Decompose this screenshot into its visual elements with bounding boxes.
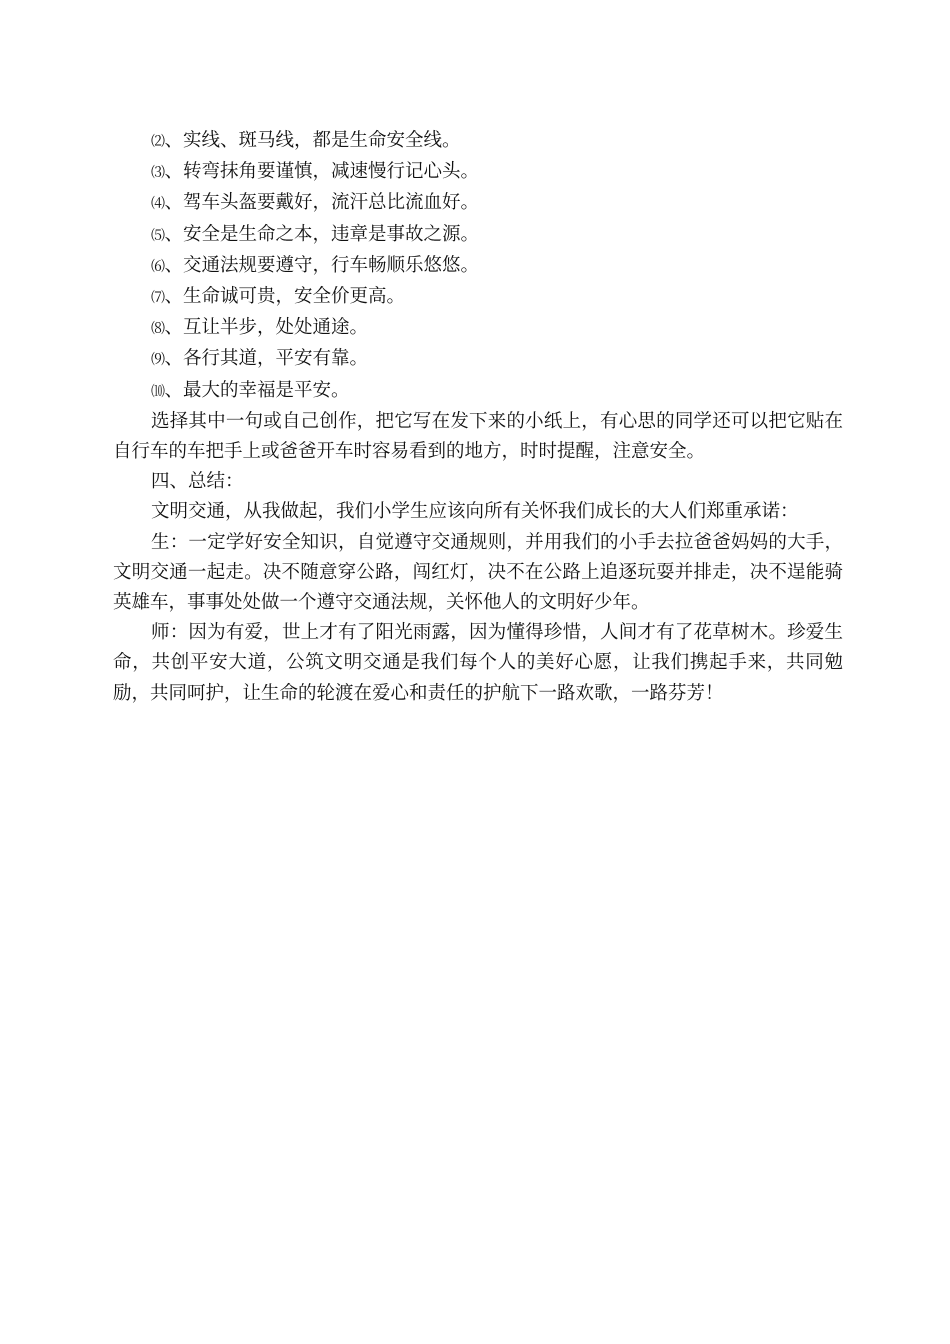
slogan-item-7	[113, 282, 843, 313]
slogan-item-9	[113, 344, 843, 375]
item-text: 、驾车头盔要戴好，流汗总比流血好。	[164, 192, 480, 214]
slogan-item-2	[113, 126, 843, 157]
slogan-item-6	[113, 251, 843, 282]
item-text: 、互让半步，处处通途。	[164, 317, 369, 339]
document-body	[113, 126, 843, 709]
item-text: 、各行其道，平安有靠。	[164, 348, 369, 370]
item-text: 、最大的幸福是平安。	[164, 379, 350, 401]
paragraph-promise-intro: 文明交通，从我做起，我们小学生应该向所有关怀我们成长的大人们郑重承诺：	[151, 501, 799, 523]
item-text: 、转弯抹角要谨慎，减速慢行记心头。	[164, 161, 480, 183]
section-heading-summary: 四、总结：	[151, 471, 244, 493]
item-number: ⑼	[151, 352, 165, 369]
slogan-item-8	[113, 313, 843, 344]
item-number: ⑶	[151, 165, 165, 182]
item-number: ⑺	[151, 290, 165, 307]
item-number: ⑽	[151, 383, 165, 400]
item-number: ⑵	[151, 134, 165, 150]
item-text: 、交通法规要遵守，行车畅顺乐悠悠。	[164, 254, 480, 276]
paragraph-teacher-closing: 师：因为有爱，世上才有了阳光雨露，因为懂得珍惜，人间才有了花草树木。珍爱生命，共创平安大道，公筑文明交通是我们每个人的美好心愿，让我们携起手来，共同勉励，共同呵护，让生命的轮渡在爱心和责任的护航下一路欢歌，一路芬芳！	[113, 622, 843, 704]
item-number: ⑸	[151, 227, 165, 244]
paragraph-choose-slogan: 选择其中一句或自己创作，把它写在发下来的小纸上，有心思的同学还可以把它贴在自行车的车把手上或爸爸开车时容易看到的地方，时时提醒，注意安全。	[113, 410, 843, 463]
slogan-item-5	[113, 220, 843, 251]
item-text: 、实线、斑马线，都是生命安全线。	[164, 130, 461, 151]
item-text: 、生命诚可贵，安全价更高。	[164, 286, 406, 308]
slogan-item-3	[113, 157, 843, 188]
item-text: 、安全是生命之本，违章是事故之源。	[164, 223, 480, 245]
item-number: ⑻	[151, 321, 165, 338]
item-number: ⑹	[151, 258, 165, 275]
slogan-item-4	[113, 188, 843, 219]
slogan-item-10	[113, 376, 843, 407]
item-number: ⑷	[151, 196, 165, 213]
paragraph-student-pledge: 生：一定学好安全知识，自觉遵守交通规则，并用我们的小手去拉爸爸妈妈的大手，文明交通一起走。决不随意穿公路，闯红灯，决不在公路上追逐玩耍并排走，决不逞能骑英雄车，事事处处做一个遵守交通法规，关怀他人的文明好少年。	[113, 531, 843, 614]
